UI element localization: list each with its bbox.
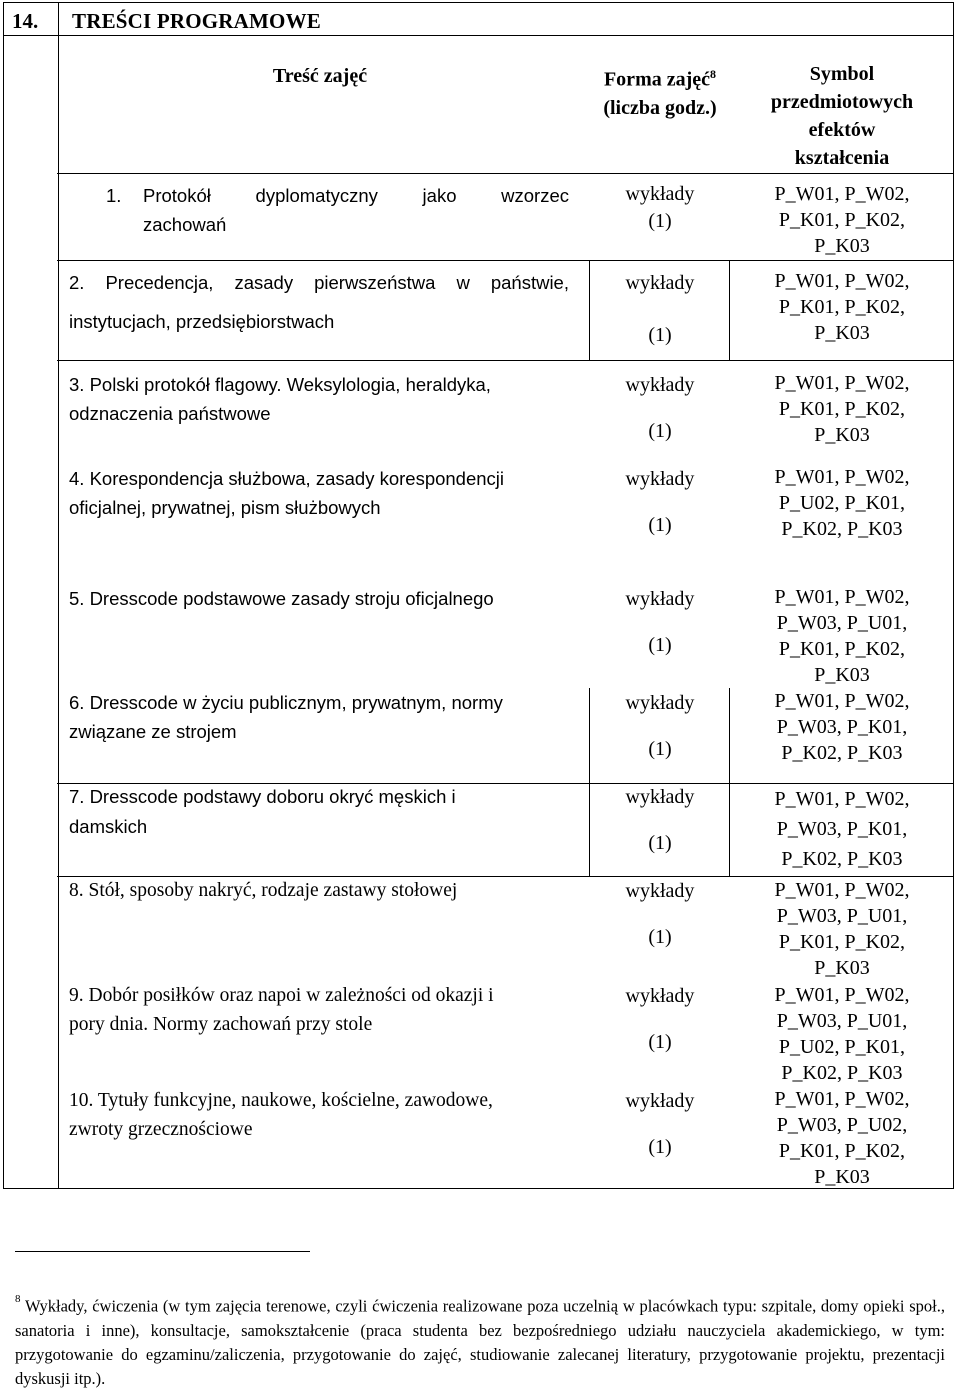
learning-outcome-symbols xyxy=(752,784,932,874)
topic-text: 9. Dobór posiłków oraz napoi w zależności od okazji i xyxy=(69,985,494,1006)
column-divider xyxy=(729,688,730,783)
form-type: wykłady xyxy=(625,786,695,808)
column-divider xyxy=(589,260,590,360)
symbol-line: P_U02, P_K01, xyxy=(778,492,906,514)
topic-text: 10. Tytuły funkcyjne, naukowe, kościelne, zawodowe, xyxy=(69,1090,493,1111)
learning-outcome-symbols xyxy=(752,877,932,981)
symbol-line: P_K01, P_K02, xyxy=(778,931,906,953)
symbol-line: P_W01, P_W02, xyxy=(774,984,910,1006)
symbol-line: P_W03, P_U02, xyxy=(776,1114,908,1136)
topic-text: 6. Dresscode w życiu publicznym, prywatnym, normy xyxy=(69,692,503,713)
symbol-line: P_K03 xyxy=(814,322,870,344)
symbol-header-line: Symbol xyxy=(809,63,875,85)
section-title: TREŚCI PROGRAMOWE xyxy=(72,9,322,33)
symbol-line: P_W01, P_W02, xyxy=(774,1088,910,1110)
row-divider xyxy=(57,260,953,261)
symbol-line: P_W03, P_U01, xyxy=(776,1010,908,1032)
lesson-form xyxy=(596,370,724,446)
content-header-label: Treść zajęć xyxy=(272,65,368,87)
symbol-line: P_K02, P_K03 xyxy=(781,848,903,870)
topic-text: 5. Dresscode podstawowe zasady stroju oficjalnego xyxy=(69,588,494,609)
learning-outcome-symbols xyxy=(752,181,932,259)
symbol-line: P_K01, P_K02, xyxy=(778,1140,906,1162)
topic-text: zachowań xyxy=(143,214,227,235)
section-number-column xyxy=(4,3,59,1188)
topic-text: 7. Dresscode podstawy doboru okryć męskich i xyxy=(69,786,456,807)
topic-text: 3. Polski protokół flagowy. Weksylologia, heraldyka, xyxy=(69,374,491,395)
hours-count: (1) xyxy=(648,832,672,854)
symbol-line: P_W03, P_U01, xyxy=(776,612,908,634)
symbol-line: P_U02, P_K01, xyxy=(778,1036,906,1058)
form-type: wykłady xyxy=(625,692,695,714)
form-type: wykłady xyxy=(625,985,695,1007)
symbol-line: P_K02, P_K03 xyxy=(781,742,903,764)
lesson-form xyxy=(596,981,724,1057)
topic-text: związane ze strojem xyxy=(69,721,237,742)
symbol-line: P_K03 xyxy=(814,235,870,257)
symbol-line: P_W03, P_U01, xyxy=(776,905,908,927)
symbol-line: P_K02, P_K03 xyxy=(781,1062,903,1084)
symbol-line: P_K03 xyxy=(814,424,870,446)
form-header xyxy=(590,60,730,122)
symbol-line: P_K02, P_K03 xyxy=(781,518,903,540)
symbol-line: P_K01, P_K02, xyxy=(778,638,906,660)
symbol-line: P_W01, P_W02, xyxy=(774,183,910,205)
footnote xyxy=(15,1290,945,1391)
symbol-line: P_K01, P_K02, xyxy=(778,398,906,420)
symbol-line: P_K03 xyxy=(814,664,870,686)
form-type: wykłady xyxy=(625,272,695,294)
section-number: 14. xyxy=(12,9,39,33)
learning-outcome-symbols xyxy=(752,370,932,448)
lesson-form xyxy=(596,688,724,764)
lesson-form xyxy=(596,876,724,952)
hours-count: (1) xyxy=(648,420,672,442)
lesson-form xyxy=(596,584,724,660)
topic-text: Protokół dyplomatyczny jako wzorzec xyxy=(143,185,569,206)
lesson-form xyxy=(596,1086,724,1162)
form-type: wykłady xyxy=(625,588,695,610)
footnote-text: Wykłady, ćwiczenia (w tym zajęcia terenowe, czyli ćwiczenia realizowane poza uczelnią w placówkach typu: szpitale, domy opieki społ., sanatoria i inne), konsultacje, samokształcenie (praca studenta bez bezpośredniego udziału nauczyciela akademickiego, w tym: przygotowanie do egzaminu/zaliczenia, przygotowanie do zajęć, studiowanie zalecanej literatury, przygotowanie projektu, prezentacji dyskusji itp.). xyxy=(15,1296,945,1388)
form-type: wykłady xyxy=(625,374,695,396)
hours-count: (1) xyxy=(648,514,672,536)
column-divider xyxy=(729,783,730,876)
lesson-form xyxy=(596,782,724,858)
learning-outcome-symbols xyxy=(752,982,932,1086)
hours-count: (1) xyxy=(648,634,672,656)
lesson-form xyxy=(596,464,724,540)
learning-outcome-symbols xyxy=(752,688,932,766)
symbol-header-line: efektów xyxy=(808,119,876,141)
hours-count: (1) xyxy=(648,210,672,232)
lesson-form xyxy=(596,181,724,235)
topic-text: zwroty grzecznościowe xyxy=(69,1119,253,1140)
topic-text: 8. Stół, sposoby nakryć, rodzaje zastawy stołowej xyxy=(69,880,458,901)
learning-outcome-symbols xyxy=(752,268,932,346)
form-header-subtitle: (liczba godz.) xyxy=(603,96,717,119)
symbol-line: P_K03 xyxy=(814,957,870,979)
form-type: wykłady xyxy=(625,880,695,902)
footnote-mark: 8 xyxy=(15,1293,21,1305)
column-divider xyxy=(589,688,590,783)
topic-text: 4. Korespondencja służbowa, zasady korespondencji xyxy=(69,468,505,489)
form-type: wykłady xyxy=(625,468,695,490)
symbol-line: P_W01, P_W02, xyxy=(774,879,910,901)
hours-count: (1) xyxy=(648,324,672,346)
topic-text: 2. Precedencja, zasady pierwszeństwa w państwie, xyxy=(69,272,569,293)
footnote-reference[interactable]: 8 xyxy=(710,67,717,81)
form-type: wykłady xyxy=(625,183,695,205)
topic-text: odznaczenia państwowe xyxy=(69,403,271,424)
topic-text: oficjalnej, prywatnej, pism służbowych xyxy=(69,497,381,518)
symbol-line: P_W03, P_K01, xyxy=(776,818,908,840)
topic-text: damskich xyxy=(69,816,148,837)
form-header-label: Forma zajęć xyxy=(603,68,711,91)
symbol-line: P_W01, P_W02, xyxy=(774,690,910,712)
content-header xyxy=(190,62,450,90)
topic-number: 1. xyxy=(106,185,122,206)
symbol-line: P_W03, P_K01, xyxy=(776,716,908,738)
symbol-line: P_W01, P_W02, xyxy=(774,586,910,608)
topic-text: pory dnia. Normy zachowań przy stole xyxy=(69,1014,373,1035)
column-divider xyxy=(589,783,590,876)
learning-outcome-symbols xyxy=(752,464,932,542)
symbol-line: P_K01, P_K02, xyxy=(778,296,906,318)
lesson-form xyxy=(596,268,724,350)
column-divider xyxy=(729,260,730,360)
symbol-line: P_K03 xyxy=(814,1166,870,1188)
hours-count: (1) xyxy=(648,926,672,948)
learning-outcome-symbols xyxy=(752,1086,932,1190)
symbol-header-line: kształcenia xyxy=(794,147,890,169)
symbol-header xyxy=(742,60,942,172)
symbol-line: P_K01, P_K02, xyxy=(778,209,906,231)
symbol-line: P_W01, P_W02, xyxy=(774,270,910,292)
symbol-line: P_W01, P_W02, xyxy=(774,372,910,394)
hours-count: (1) xyxy=(648,738,672,760)
section-title-row xyxy=(4,3,953,36)
symbol-line: P_W01, P_W02, xyxy=(774,788,910,810)
row-divider xyxy=(57,360,953,361)
row-divider xyxy=(57,173,953,174)
form-type: wykłady xyxy=(625,1090,695,1112)
symbol-line: P_W01, P_W02, xyxy=(774,466,910,488)
hours-count: (1) xyxy=(648,1136,672,1158)
hours-count: (1) xyxy=(648,1031,672,1053)
learning-outcome-symbols xyxy=(752,584,932,688)
symbol-header-line: przedmiotowych xyxy=(770,91,914,113)
topic-text: instytucjach, przedsiębiorstwach xyxy=(69,311,335,332)
footnote-separator xyxy=(15,1251,310,1252)
